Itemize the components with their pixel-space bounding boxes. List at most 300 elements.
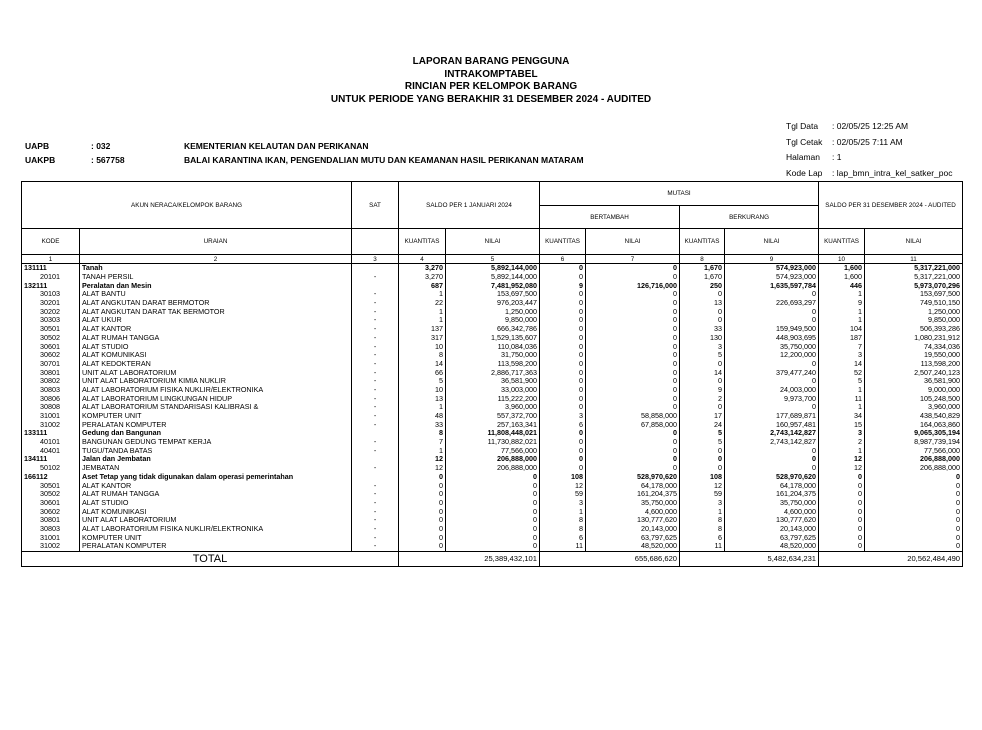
cell-qty-tambah: 0 [540, 377, 586, 386]
cell-kode: 30501 [22, 325, 80, 334]
cell-uraian: ALAT ANGKUTAN DARAT TAK BERMOTOR [80, 307, 352, 316]
cell-qty-awal: 137 [399, 325, 446, 334]
cell-qty-kurang: 0 [680, 446, 725, 455]
cell-qty-awal: 1 [399, 290, 446, 299]
table-row [22, 386, 963, 395]
cell-nilai-kurang: 379,477,240 [725, 368, 819, 377]
cell-nilai-awal: 257,163,341 [446, 420, 540, 429]
cell-nilai-akhir: 0 [865, 533, 963, 542]
cell-qty-tambah: 0 [540, 351, 586, 360]
cell-qty-awal: 1 [399, 446, 446, 455]
cell-nilai-tambah: 0 [586, 290, 680, 299]
cell-nilai-awal: 11,730,882,021 [446, 438, 540, 447]
col-number: 3 [352, 255, 399, 264]
cell-nilai-tambah: 63,797,625 [586, 533, 680, 542]
cell-uraian: TANAH PERSIL [80, 273, 352, 282]
table-row [22, 334, 963, 343]
cell-sat [352, 429, 399, 438]
cell-kode: 40101 [22, 438, 80, 447]
cell-qty-akhir: 1 [819, 307, 865, 316]
cell-nilai-tambah: 0 [586, 307, 680, 316]
cell-nilai-akhir: 9,065,305,194 [865, 429, 963, 438]
cell-qty-kurang: 0 [680, 360, 725, 369]
header-sat: SAT [352, 182, 399, 229]
cell-sat [352, 473, 399, 482]
cell-nilai-awal: 0 [446, 490, 540, 499]
cell-qty-awal: 0 [399, 516, 446, 525]
cell-qty-tambah: 3 [540, 499, 586, 508]
cell-kode: 131111 [22, 264, 80, 273]
cell-sat: - [352, 360, 399, 369]
cell-kode: 133111 [22, 429, 80, 438]
cell-qty-akhir: 0 [819, 516, 865, 525]
cell-nilai-akhir: 153,697,500 [865, 290, 963, 299]
cell-nilai-akhir: 1,080,231,912 [865, 334, 963, 343]
table-row [22, 368, 963, 377]
cell-kode: 30502 [22, 490, 80, 499]
cell-qty-kurang: 3 [680, 342, 725, 351]
cell-kode: 20101 [22, 273, 80, 282]
cell-qty-tambah: 0 [540, 307, 586, 316]
cell-kode: 31001 [22, 533, 80, 542]
cell-uraian: ALAT KEDOKTERAN [80, 360, 352, 369]
cell-qty-akhir: 3 [819, 351, 865, 360]
cell-qty-tambah: 8 [540, 525, 586, 534]
cell-nilai-akhir: 8,987,739,194 [865, 438, 963, 447]
cell-uraian: ALAT ANGKUTAN DARAT BERMOTOR [80, 299, 352, 308]
cell-qty-tambah: 1 [540, 507, 586, 516]
cell-nilai-awal: 206,888,000 [446, 464, 540, 473]
col-number: 1 [22, 255, 80, 264]
cell-nilai-akhir: 1,250,000 [865, 307, 963, 316]
cell-qty-awal: 3,270 [399, 273, 446, 282]
cell-qty-akhir: 1 [819, 290, 865, 299]
cell-sat: - [352, 403, 399, 412]
cell-nilai-tambah: 0 [586, 446, 680, 455]
cell-sat: - [352, 273, 399, 282]
cell-qty-kurang: 33 [680, 325, 725, 334]
cell-nilai-awal: 31,750,000 [446, 351, 540, 360]
cell-nilai-awal: 0 [446, 542, 540, 551]
cell-nilai-akhir: 5,317,221,000 [865, 264, 963, 273]
group-row [22, 264, 963, 273]
cell-qty-kurang: 59 [680, 490, 725, 499]
table-row [22, 299, 963, 308]
cell-nilai-tambah: 35,750,000 [586, 499, 680, 508]
cell-nilai-kurang: 20,143,000 [725, 525, 819, 534]
cell-nilai-akhir: 19,550,000 [865, 351, 963, 360]
cell-nilai-kurang: 574,923,000 [725, 273, 819, 282]
cell-nilai-tambah: 0 [586, 429, 680, 438]
cell-kode: 134111 [22, 455, 80, 464]
cell-nilai-akhir: 0 [865, 525, 963, 534]
cell-nilai-kurang: 159,949,500 [725, 325, 819, 334]
cell-nilai-kurang: 177,689,871 [725, 412, 819, 421]
cell-qty-akhir: 1,600 [819, 264, 865, 273]
cell-uraian: Peralatan dan Mesin [80, 281, 352, 290]
cell-nilai-awal: 115,222,200 [446, 394, 540, 403]
table-row [22, 325, 963, 334]
table-row [22, 290, 963, 299]
cell-qty-tambah: 0 [540, 403, 586, 412]
cell-nilai-tambah: 20,143,000 [586, 525, 680, 534]
cell-nilai-awal: 3,960,000 [446, 403, 540, 412]
cell-kode: 30803 [22, 386, 80, 395]
table-row [22, 481, 963, 490]
col-number: 6 [540, 255, 586, 264]
group-row [22, 473, 963, 482]
cell-nilai-awal: 5,892,144,000 [446, 273, 540, 282]
cell-qty-kurang: 5 [680, 351, 725, 360]
cell-qty-tambah: 6 [540, 533, 586, 542]
cell-uraian: UNIT ALAT LABORATORIUM [80, 516, 352, 525]
cell-nilai-tambah: 161,204,375 [586, 490, 680, 499]
cell-qty-awal: 0 [399, 499, 446, 508]
cell-nilai-awal: 666,342,786 [446, 325, 540, 334]
header-kuantitas: KUANTITAS [540, 229, 586, 255]
cell-nilai-akhir: 206,888,000 [865, 464, 963, 473]
cell-qty-kurang: 1 [680, 507, 725, 516]
cell-kode: 30808 [22, 403, 80, 412]
table-row [22, 316, 963, 325]
cell-qty-kurang: 250 [680, 281, 725, 290]
cell-qty-awal: 48 [399, 412, 446, 421]
cell-nilai-tambah: 0 [586, 334, 680, 343]
report-subtitle: INTRAKOMPTABEL [444, 68, 538, 80]
cell-nilai-akhir: 164,063,860 [865, 420, 963, 429]
cell-qty-tambah: 0 [540, 334, 586, 343]
report-period: UNTUK PERIODE YANG BERAKHIR 31 DESEMBER 2024 - AUDITED [330, 93, 652, 105]
cell-qty-awal: 7 [399, 438, 446, 447]
cell-qty-kurang: 0 [680, 455, 725, 464]
table-row [22, 307, 963, 316]
cell-sat: - [352, 446, 399, 455]
cell-nilai-akhir: 0 [865, 473, 963, 482]
cell-qty-akhir: 1 [819, 386, 865, 395]
cell-qty-tambah: 0 [540, 264, 586, 273]
group-row [22, 281, 963, 290]
cell-qty-awal: 687 [399, 281, 446, 290]
cell-qty-awal: 0 [399, 490, 446, 499]
header-uraian: URAIAN [80, 229, 352, 255]
cell-qty-kurang: 8 [680, 525, 725, 534]
cell-nilai-kurang: 64,178,000 [725, 481, 819, 490]
cell-qty-awal: 0 [399, 525, 446, 534]
cell-sat: - [352, 325, 399, 334]
cell-sat: - [352, 499, 399, 508]
col-number: 7 [586, 255, 680, 264]
cell-qty-akhir: 3 [819, 429, 865, 438]
table-row [22, 525, 963, 534]
cell-nilai-tambah: 0 [586, 368, 680, 377]
cell-kode: 30601 [22, 499, 80, 508]
cell-nilai-kurang: 0 [725, 446, 819, 455]
report-subtitle: RINCIAN PER KELOMPOK BARANG [404, 81, 578, 92]
cell-nilai-kurang: 24,003,000 [725, 386, 819, 395]
cell-nilai-awal: 11,808,448,021 [446, 429, 540, 438]
report-meta-right [786, 119, 953, 181]
cell-nilai-akhir: 113,598,200 [865, 360, 963, 369]
total-saldo-akhir: 20,562,484,490 [819, 551, 963, 566]
cell-nilai-awal: 0 [446, 499, 540, 508]
cell-nilai-akhir: 77,566,000 [865, 446, 963, 455]
cell-uraian: UNIT ALAT LABORATORIUM KIMIA NUKLIR [80, 377, 352, 386]
header-saldo-awal: SALDO PER 1 JANUARI 2024 [399, 182, 540, 229]
cell-uraian: ALAT KANTOR [80, 325, 352, 334]
cell-sat: - [352, 507, 399, 516]
cell-nilai-akhir: 0 [865, 507, 963, 516]
cell-nilai-tambah: 48,520,000 [586, 542, 680, 551]
cell-qty-awal: 5 [399, 377, 446, 386]
cell-qty-akhir: 1 [819, 446, 865, 455]
cell-nilai-akhir: 9,850,000 [865, 316, 963, 325]
cell-nilai-kurang: 35,750,000 [725, 499, 819, 508]
cell-uraian: UNIT ALAT LABORATORIUM [80, 368, 352, 377]
cell-kode: 30801 [22, 516, 80, 525]
group-row [22, 429, 963, 438]
cell-qty-awal: 1 [399, 307, 446, 316]
report-title: LAPORAN BARANG PENGGUNA [412, 56, 570, 67]
cell-sat: - [352, 299, 399, 308]
table-row [22, 446, 963, 455]
cell-nilai-awal: 1,250,000 [446, 307, 540, 316]
header-kode: KODE [22, 229, 80, 255]
cell-qty-akhir: 0 [819, 481, 865, 490]
cell-sat: - [352, 351, 399, 360]
cell-nilai-kurang: 160,957,481 [725, 420, 819, 429]
cell-uraian: ALAT LABORATORIUM FISIKA NUKLIR/ELEKTRONIKA [80, 525, 352, 534]
cell-qty-kurang: 24 [680, 420, 725, 429]
cell-nilai-akhir: 36,581,900 [865, 377, 963, 386]
cell-qty-tambah: 12 [540, 481, 586, 490]
cell-qty-akhir: 0 [819, 499, 865, 508]
cell-qty-akhir: 0 [819, 542, 865, 551]
cell-qty-akhir: 0 [819, 490, 865, 499]
cell-nilai-akhir: 74,334,036 [865, 342, 963, 351]
cell-qty-tambah: 0 [540, 446, 586, 455]
report-table [21, 181, 963, 567]
header-kuantitas: KUANTITAS [819, 229, 865, 255]
cell-nilai-awal: 976,203,447 [446, 299, 540, 308]
cell-qty-tambah: 0 [540, 386, 586, 395]
cell-kode: 30803 [22, 525, 80, 534]
cell-qty-akhir: 2 [819, 438, 865, 447]
cell-nilai-kurang: 1,635,597,784 [725, 281, 819, 290]
cell-nilai-awal: 33,003,000 [446, 386, 540, 395]
cell-qty-akhir: 446 [819, 281, 865, 290]
cell-sat: - [352, 394, 399, 403]
cell-qty-kurang: 3 [680, 499, 725, 508]
cell-qty-akhir: 0 [819, 533, 865, 542]
cell-nilai-awal: 0 [446, 525, 540, 534]
cell-qty-kurang: 0 [680, 290, 725, 299]
cell-qty-tambah: 3 [540, 412, 586, 421]
cell-qty-akhir: 1 [819, 316, 865, 325]
cell-nilai-kurang: 161,204,375 [725, 490, 819, 499]
cell-qty-tambah: 0 [540, 273, 586, 282]
cell-nilai-kurang: 0 [725, 290, 819, 299]
cell-sat: - [352, 316, 399, 325]
cell-qty-awal: 22 [399, 299, 446, 308]
cell-uraian: BANGUNAN GEDUNG TEMPAT KERJA [80, 438, 352, 447]
table-row [22, 377, 963, 386]
cell-uraian: ALAT BANTU [80, 290, 352, 299]
cell-nilai-awal: 9,850,000 [446, 316, 540, 325]
meta-uakpb: UAKPB : 567758 BALAI KARANTINA IKAN, PENGENDALIAN MUTU DAN KEAMANAN HASIL PERIKANAN MATARAM [25, 155, 584, 165]
cell-qty-akhir: 0 [819, 473, 865, 482]
report-meta-left [25, 139, 584, 167]
cell-qty-awal: 1 [399, 316, 446, 325]
cell-qty-awal: 0 [399, 533, 446, 542]
cell-qty-kurang: 0 [680, 377, 725, 386]
header-saldo-akhir: SALDO PER 31 DESEMBER 2024 - AUDITED [819, 182, 963, 229]
cell-nilai-tambah: 0 [586, 394, 680, 403]
cell-qty-awal: 12 [399, 464, 446, 473]
header-akun: AKUN NERACA/KELOMPOK BARANG [22, 182, 352, 229]
cell-qty-awal: 8 [399, 429, 446, 438]
cell-kode: 31001 [22, 412, 80, 421]
cell-qty-tambah: 108 [540, 473, 586, 482]
cell-qty-awal: 3,270 [399, 264, 446, 273]
meta-halaman: Halaman : 1 [786, 152, 842, 163]
cell-nilai-tambah: 67,858,000 [586, 420, 680, 429]
cell-nilai-awal: 0 [446, 533, 540, 542]
cell-nilai-kurang: 4,600,000 [725, 507, 819, 516]
cell-kode: 30602 [22, 507, 80, 516]
cell-sat: - [352, 464, 399, 473]
cell-nilai-tambah: 58,858,000 [586, 412, 680, 421]
cell-nilai-kurang: 226,693,297 [725, 299, 819, 308]
cell-uraian: ALAT KANTOR [80, 481, 352, 490]
cell-uraian: ALAT LABORATORIUM LINGKUNGAN HIDUP [80, 394, 352, 403]
cell-qty-akhir: 1 [819, 403, 865, 412]
cell-nilai-tambah: 0 [586, 455, 680, 464]
cell-qty-akhir: 187 [819, 334, 865, 343]
table-row [22, 342, 963, 351]
table-row [22, 507, 963, 516]
col-number: 5 [446, 255, 540, 264]
cell-uraian: Aset Tetap yang tidak digunakan dalam operasi pemerintahan [80, 473, 352, 482]
cell-nilai-kurang: 9,973,700 [725, 394, 819, 403]
cell-nilai-tambah: 4,600,000 [586, 507, 680, 516]
cell-nilai-tambah: 0 [586, 464, 680, 473]
header-nilai: NILAI [586, 229, 680, 255]
meta-tgl-data: Tgl Data : 02/05/25 12:25 AM [786, 121, 909, 131]
cell-nilai-kurang: 448,903,695 [725, 334, 819, 343]
cell-nilai-kurang: 0 [725, 377, 819, 386]
cell-kode: 31002 [22, 420, 80, 429]
cell-nilai-awal: 77,566,000 [446, 446, 540, 455]
cell-kode: 30501 [22, 481, 80, 490]
header-kuantitas: KUANTITAS [399, 229, 446, 255]
header-nilai: NILAI [725, 229, 819, 255]
cell-qty-kurang: 8 [680, 516, 725, 525]
cell-uraian: ALAT LABORATORIUM STANDARISASI KALIBRASI & [80, 403, 352, 412]
cell-qty-akhir: 12 [819, 455, 865, 464]
cell-nilai-tambah: 64,178,000 [586, 481, 680, 490]
cell-qty-awal: 13 [399, 394, 446, 403]
cell-sat: - [352, 386, 399, 395]
table-row [22, 490, 963, 499]
cell-kode: 30103 [22, 290, 80, 299]
cell-qty-akhir: 52 [819, 368, 865, 377]
cell-qty-awal: 12 [399, 455, 446, 464]
cell-qty-awal: 8 [399, 351, 446, 360]
cell-sat: - [352, 481, 399, 490]
header-berkurang: BERKURANG [680, 206, 819, 229]
cell-qty-awal: 33 [399, 420, 446, 429]
table-row [22, 360, 963, 369]
cell-nilai-kurang: 63,797,625 [725, 533, 819, 542]
cell-kode: 30806 [22, 394, 80, 403]
cell-nilai-awal: 0 [446, 507, 540, 516]
cell-nilai-awal: 206,888,000 [446, 455, 540, 464]
cell-qty-awal: 0 [399, 542, 446, 551]
cell-qty-akhir: 9 [819, 299, 865, 308]
cell-qty-tambah: 11 [540, 542, 586, 551]
cell-sat [352, 281, 399, 290]
cell-kode: 30202 [22, 307, 80, 316]
cell-uraian: TUGU/TANDA BATAS [80, 446, 352, 455]
cell-qty-akhir: 1,600 [819, 273, 865, 282]
cell-nilai-kurang: 48,520,000 [725, 542, 819, 551]
col-number: 9 [725, 255, 819, 264]
cell-uraian: ALAT RUMAH TANGGA [80, 334, 352, 343]
cell-qty-kurang: 9 [680, 386, 725, 395]
table-row [22, 394, 963, 403]
meta-uapb: UAPB : 032 KEMENTERIAN KELAUTAN DAN PERIKANAN [25, 141, 369, 151]
cell-sat: - [352, 334, 399, 343]
cell-nilai-akhir: 0 [865, 490, 963, 499]
cell-kode: 30802 [22, 377, 80, 386]
cell-uraian: Jalan dan Jembatan [80, 455, 352, 464]
col-number: 2 [80, 255, 352, 264]
cell-nilai-awal: 113,598,200 [446, 360, 540, 369]
cell-sat: - [352, 490, 399, 499]
cell-qty-tambah: 0 [540, 316, 586, 325]
cell-nilai-akhir: 3,960,000 [865, 403, 963, 412]
cell-nilai-awal: 5,892,144,000 [446, 264, 540, 273]
header-nilai: NILAI [446, 229, 540, 255]
cell-nilai-akhir: 5,317,221,000 [865, 273, 963, 282]
cell-nilai-akhir: 9,000,000 [865, 386, 963, 395]
cell-qty-kurang: 12 [680, 481, 725, 490]
cell-qty-kurang: 130 [680, 334, 725, 343]
cell-qty-akhir: 14 [819, 360, 865, 369]
cell-qty-akhir: 34 [819, 412, 865, 421]
cell-nilai-kurang: 0 [725, 307, 819, 316]
cell-qty-kurang: 108 [680, 473, 725, 482]
cell-qty-awal: 1 [399, 403, 446, 412]
cell-nilai-akhir: 0 [865, 481, 963, 490]
cell-qty-awal: 10 [399, 342, 446, 351]
cell-uraian: PERALATAN KOMPUTER [80, 420, 352, 429]
cell-nilai-kurang: 0 [725, 403, 819, 412]
cell-qty-tambah: 0 [540, 455, 586, 464]
cell-nilai-awal: 0 [446, 516, 540, 525]
cell-nilai-kurang: 35,750,000 [725, 342, 819, 351]
cell-kode: 50102 [22, 464, 80, 473]
cell-sat [352, 455, 399, 464]
table-row [22, 273, 963, 282]
cell-uraian: ALAT KOMUNIKASI [80, 351, 352, 360]
cell-qty-akhir: 15 [819, 420, 865, 429]
meta-kode-lap: Kode Lap : lap_bmn_intra_kel_satker_poc [786, 167, 953, 178]
cell-nilai-tambah: 0 [586, 325, 680, 334]
cell-qty-kurang: 14 [680, 368, 725, 377]
cell-qty-akhir: 104 [819, 325, 865, 334]
cell-qty-kurang: 1,670 [680, 273, 725, 282]
